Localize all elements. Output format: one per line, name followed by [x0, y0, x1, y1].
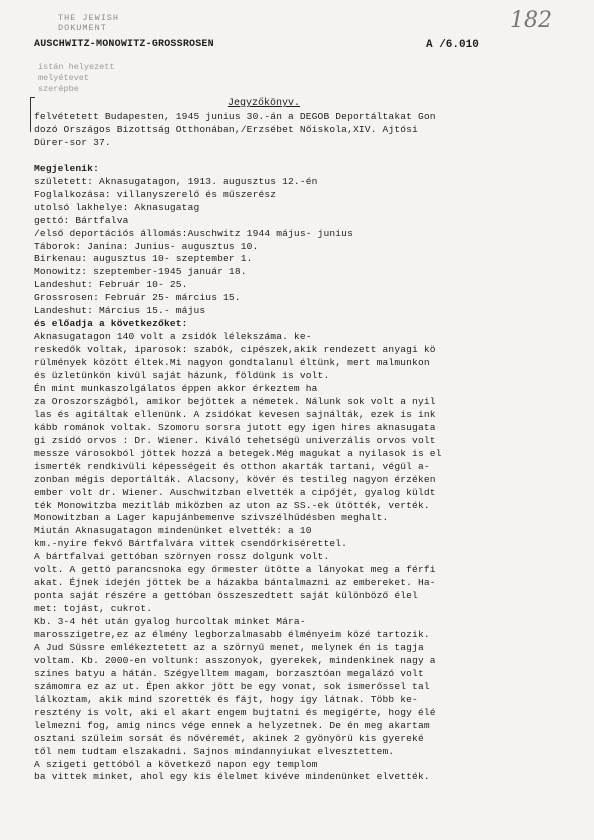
stamp-line-1: THE JEWISH — [58, 13, 120, 23]
text-line: za Oroszországból, amikor bejöttek a németek. Nálunk sok volt a nyil — [34, 395, 436, 407]
text-line: las és agitáltak ellenünk. A zsidókat kevesen sajnálták, ezek is ink — [34, 408, 436, 420]
text-line: akat. Éjnek idején jöttek be a házakba bántalmazni az embereket. Ha- — [34, 577, 436, 589]
document-title: Jegyzőkönyv. — [228, 98, 301, 109]
text-line: lelmezni fog, amig nincs vége ennek a helyzetnek. De én meg akartam — [34, 719, 430, 731]
text-line: számomra ez az ut. Épen akkor jött be egy vonat, sok ismerőssel tal — [34, 680, 430, 692]
text-line: dozó Országos Bizottság Otthonában,/Erzsébet Nőiskola,XIV. Ajtósi — [34, 123, 418, 135]
text-line: osztani szüleim sorsát és nővéremét, akinek 2 gyönyörü kis gyereké — [34, 732, 424, 744]
text-line: Dürer-sor 37. — [34, 136, 111, 148]
text-line: messze városokból jöttek hozzá a betegek.Még magukat a nyilasok is el — [34, 447, 442, 459]
text-line: km.-nyire fekvő Bártfalvára vittek csendőrkisérettel. — [34, 538, 348, 550]
text-line: Megjelenik: — [34, 162, 99, 174]
text-line: született: Aknasugatagon, 1913. augusztus 12.-én — [34, 175, 318, 187]
text-line: től nem tudtam elszakadni. Sajnos mindannyiukat elvesztettem. — [34, 745, 395, 757]
text-line: Monowitzban a Lager kapujánbemenve szivszélhűdésben meghalt. — [34, 512, 389, 524]
stamp-line-2: DOKUMENT — [58, 23, 107, 33]
text-line: ték Monowitzba mezitláb miközben az uton az SS.-ek ütötték, verték. — [34, 499, 430, 511]
text-line: Kb. 3-4 hét után gyalog hurcoltak minket Mára- — [34, 616, 306, 628]
text-line: és előadja a következőket: — [34, 318, 188, 330]
text-line: voltam. Kb. 2000-en voltunk: asszonyok, gyerekek, mindenkinek nagy a — [34, 654, 436, 666]
text-line: kább románok voltak. Szomoru sorsra jutott egy igen hires aknasugata — [34, 421, 436, 433]
text-line: Landeshut: Március 15.- május — [34, 305, 206, 317]
text-line: resztény is volt, aki el akart engem bujtatni és megigérte, hogy élé — [34, 706, 436, 718]
text-line: Monowitz: szeptember-1945 január 18. — [34, 266, 247, 278]
text-line: gettó: Bártfalva — [34, 214, 129, 226]
archive-stamp — [58, 13, 119, 33]
faded-field: melyétevet — [38, 73, 90, 83]
text-line: rülmények között éltek.Mi nagyon gondtalanul éltünk, mert malmunkon — [34, 357, 430, 369]
text-line: A szigeti gettóból a következő napon egy templom — [34, 758, 318, 770]
text-line: marosszigetre,ez az élmény legborzalmasabb élményeim közé tartozik. — [34, 629, 430, 640]
text-line: Birkenau: augusztus 10- szeptember 1. — [34, 253, 253, 265]
text-line: Foglalkozása: villanyszerelő és műszerész — [34, 188, 277, 200]
text-line: Aknasugatagon 140 volt a zsidók lélekszáma. ke- — [34, 331, 312, 343]
text-line: Miután Aknasugatagon mindenünket elvették: a 10 — [34, 525, 312, 537]
text-line: ismerték rendkivüli képességeit és otthon akarták tartani, végül a- — [34, 460, 430, 472]
text-line: ba vittek minket, ahol egy kis élelmet kivéve mindenünket elvették. — [34, 771, 430, 783]
camp-header: AUSCHWITZ-MONOWITZ-GROSSROSEN — [34, 39, 214, 50]
text-line: met: tojást, cukrot. — [34, 603, 153, 615]
text-line: zonban mégis deportálták. Alacsony, kövér és testileg nagyon érzéken — [34, 473, 436, 485]
faded-field: istán helyezett — [38, 62, 115, 72]
text-line: utolsó lakhelye: Aknasugatag — [34, 201, 200, 213]
text-line: volt. A gettó parancsnoka egy őrmester ütötte a lányokat meg a férfi — [34, 564, 436, 576]
text-line: reskedők voltak, iparosok: szabók, cipészek,akik rendezett anyagi kö — [34, 344, 436, 356]
text-line: A bártfalvai gettóban szörnyen rossz dolgunk volt. — [34, 551, 330, 563]
text-line: és üzletünkön kivül saját házunk, földünk is volt. — [34, 370, 330, 381]
faded-field: szerépbe — [38, 84, 79, 94]
file-number: A /6.010 — [426, 39, 479, 51]
text-line: lálkoztam, akik mind szorették és fájt, hogy így látnak. Több ke- — [34, 693, 418, 705]
text-line: /első deportációs állomás:Auschwitz 1944 május- junius — [34, 227, 353, 239]
text-line: Én mint munkaszolgálatos éppen akkor érkeztem ha — [34, 382, 318, 394]
text-line: Landeshut: Február 10- 25. — [34, 279, 188, 291]
text-line: A Jud Süssre emlékeztetett az a szörnyű menet, melynek én is tagja — [34, 641, 424, 653]
text-line: Táborok: Janina: Junius- augusztus 10. — [34, 240, 259, 252]
folio-number: 182 — [510, 8, 552, 33]
text-line: Grossrosen: Február 25- március 15. — [34, 292, 241, 304]
text-line: ponta saját részére a gettóban összeszedtett saját különböző élel — [34, 590, 418, 602]
text-line: ember volt dr. Wiener. Auschwitzban elvették a cipőjét, gyalog küldt — [34, 486, 436, 498]
text-line: felvétetett Budapesten, 1945 junius 30.-án a DEGOB Deportáltakat Gon — [34, 111, 436, 122]
text-line: gi zsidó orvos : Dr. Wiener. Kiváló tehetségü univerzális orvos volt — [34, 434, 436, 446]
text-line: szines batyu a hátán. Szégyelltem magam, borzasztóan megalázó volt — [34, 667, 424, 679]
